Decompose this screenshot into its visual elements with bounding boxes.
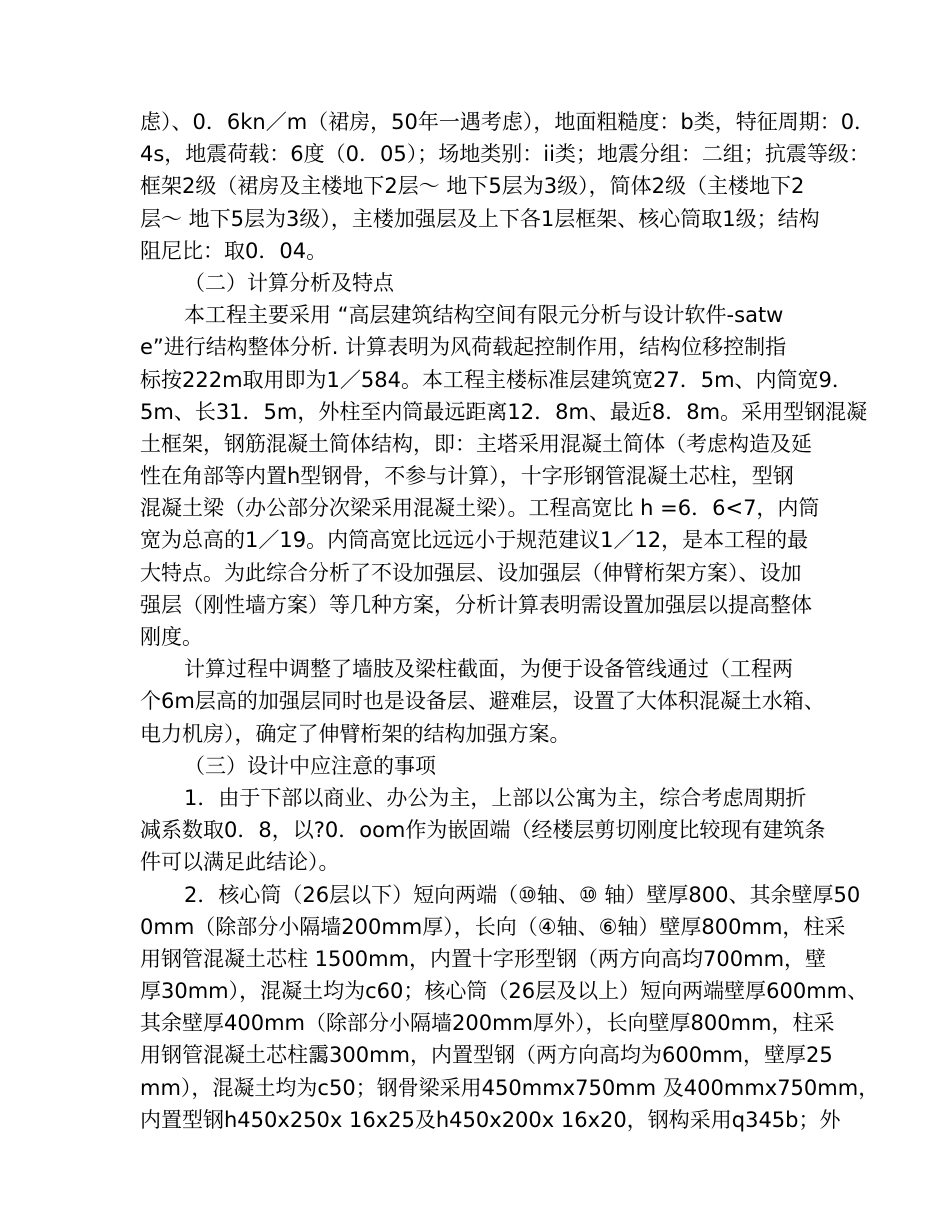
text-line: e”进行结构整体分析. 计算表明为风荷载起控制作用，结构位移控制指 <box>140 335 787 360</box>
text-line: 刚度。 <box>140 625 203 649</box>
text-line: 虑）、0．6kn／m（裙房，50年一遇考虑），地面粗糙度：b类，特征周期：0． <box>140 110 876 134</box>
text-line: 土框架，钢筋混凝土简体结构，即：主塔采用混凝土简体（考虑构造及延 <box>140 431 812 456</box>
text-line: 个6m层高的加强层同时也是设备层、避难层，设置了大体积混凝土水箱、 <box>140 689 825 714</box>
text-line: 混凝土梁（办公部分次梁采用混凝土梁）。工程高宽比 h =6．6<7，内筒 <box>140 496 820 521</box>
text-line: 4s，地震荷载：6度（0．05）；场地类别：ii类；地震分组：二组；抗震等级： <box>140 142 870 167</box>
text-line: 标按222m取用即为1／584。本工程主楼标准层建筑宽27．5m、内筒宽9． <box>140 367 853 392</box>
text-line: 框架2级（裙房及主楼地下2层～ 地下5层为3级），简体2级（主楼地下2 <box>140 174 805 199</box>
text-line: 1．由于下部以商业、办公为主，上部以公寓为主，综合考虑周期折 <box>184 785 807 810</box>
text-line: （二）计算分析及特点 <box>184 270 394 295</box>
text-line: 用钢管混凝土芯柱靄300mm，内置型钢（两方向高均为600mm，壁厚25 <box>140 1043 833 1068</box>
text-line: 0mm（除部分小隔墙200mm厚），长向（④轴、⑥轴）壁厚800mm，柱采 <box>140 914 846 939</box>
text-line: 厚30mm），混凝土均为c60；核心筒（26层及以上）短向两端壁厚600mm、 <box>140 979 869 1004</box>
text-line: mm），混凝土均为c50；钢骨梁采用450mmx750mm 及400mmx750mm， <box>140 1075 880 1100</box>
text-line: 件可以满足此结论）。 <box>140 850 340 875</box>
body-text <box>140 106 880 1136</box>
text-line: 阻尼比：取0．04。 <box>140 238 328 263</box>
text-line: 2．核心筒（26层以下）短向两端（⑩轴、⑩ 轴）壁厚800、其余壁厚50 <box>184 882 861 907</box>
text-line: 宽为总高的1／19。内筒高宽比远远小于规范建议1／12，是本工程的最 <box>140 528 809 553</box>
text-line: 内置型钢h450x250x 16x25及h450x200x 16x20，钢构采用q345b；外 <box>140 1107 841 1132</box>
text-line: 其余壁厚400mm（除部分小隔墙200mm厚外），长向壁厚800mm，柱采 <box>140 1011 835 1036</box>
text-line: 电力机房），确定了伸臂桁架的结构加强方案。 <box>140 721 571 746</box>
text-line: 5m、长31．5m，外柱至内筒最远距离12．8m、最近8．8m。采用型钢混凝 <box>140 399 868 424</box>
text-line: 计算过程中调整了墙肢及梁柱截面，为便于设备管线通过（工程两 <box>184 657 793 682</box>
text-line: 层～ 地下5层为3级），主楼加强层及上下各1层框架、核心筒取1级；结构 <box>140 206 820 231</box>
text-line: 大特点。为此综合分析了不设加强层、设加强层（伸臂桁架方案）、设加 <box>140 560 802 585</box>
text-line: 强层（刚性墙方案）等几种方案，分析计算表明需设置加强层以提高整体 <box>140 592 812 617</box>
text-line: 减系数取0．8，以?0．oom作为嵌固端（经楼层剪切刚度比较现有建筑条 <box>140 818 826 843</box>
text-line: （三）设计中应注意的事项 <box>184 753 436 778</box>
text-line: 本工程主要采用 “高层建筑结构空间有限元分析与设计软件-satw <box>184 303 784 328</box>
text-line: 用钢管混凝土芯柱 1500mm，内置十字形型钢（两方向高均700mm，壁 <box>140 946 827 971</box>
text-line: 性在角部等内置h型钢骨，不参与计算），十字形钢管混凝土芯柱，型钢 <box>140 464 794 489</box>
